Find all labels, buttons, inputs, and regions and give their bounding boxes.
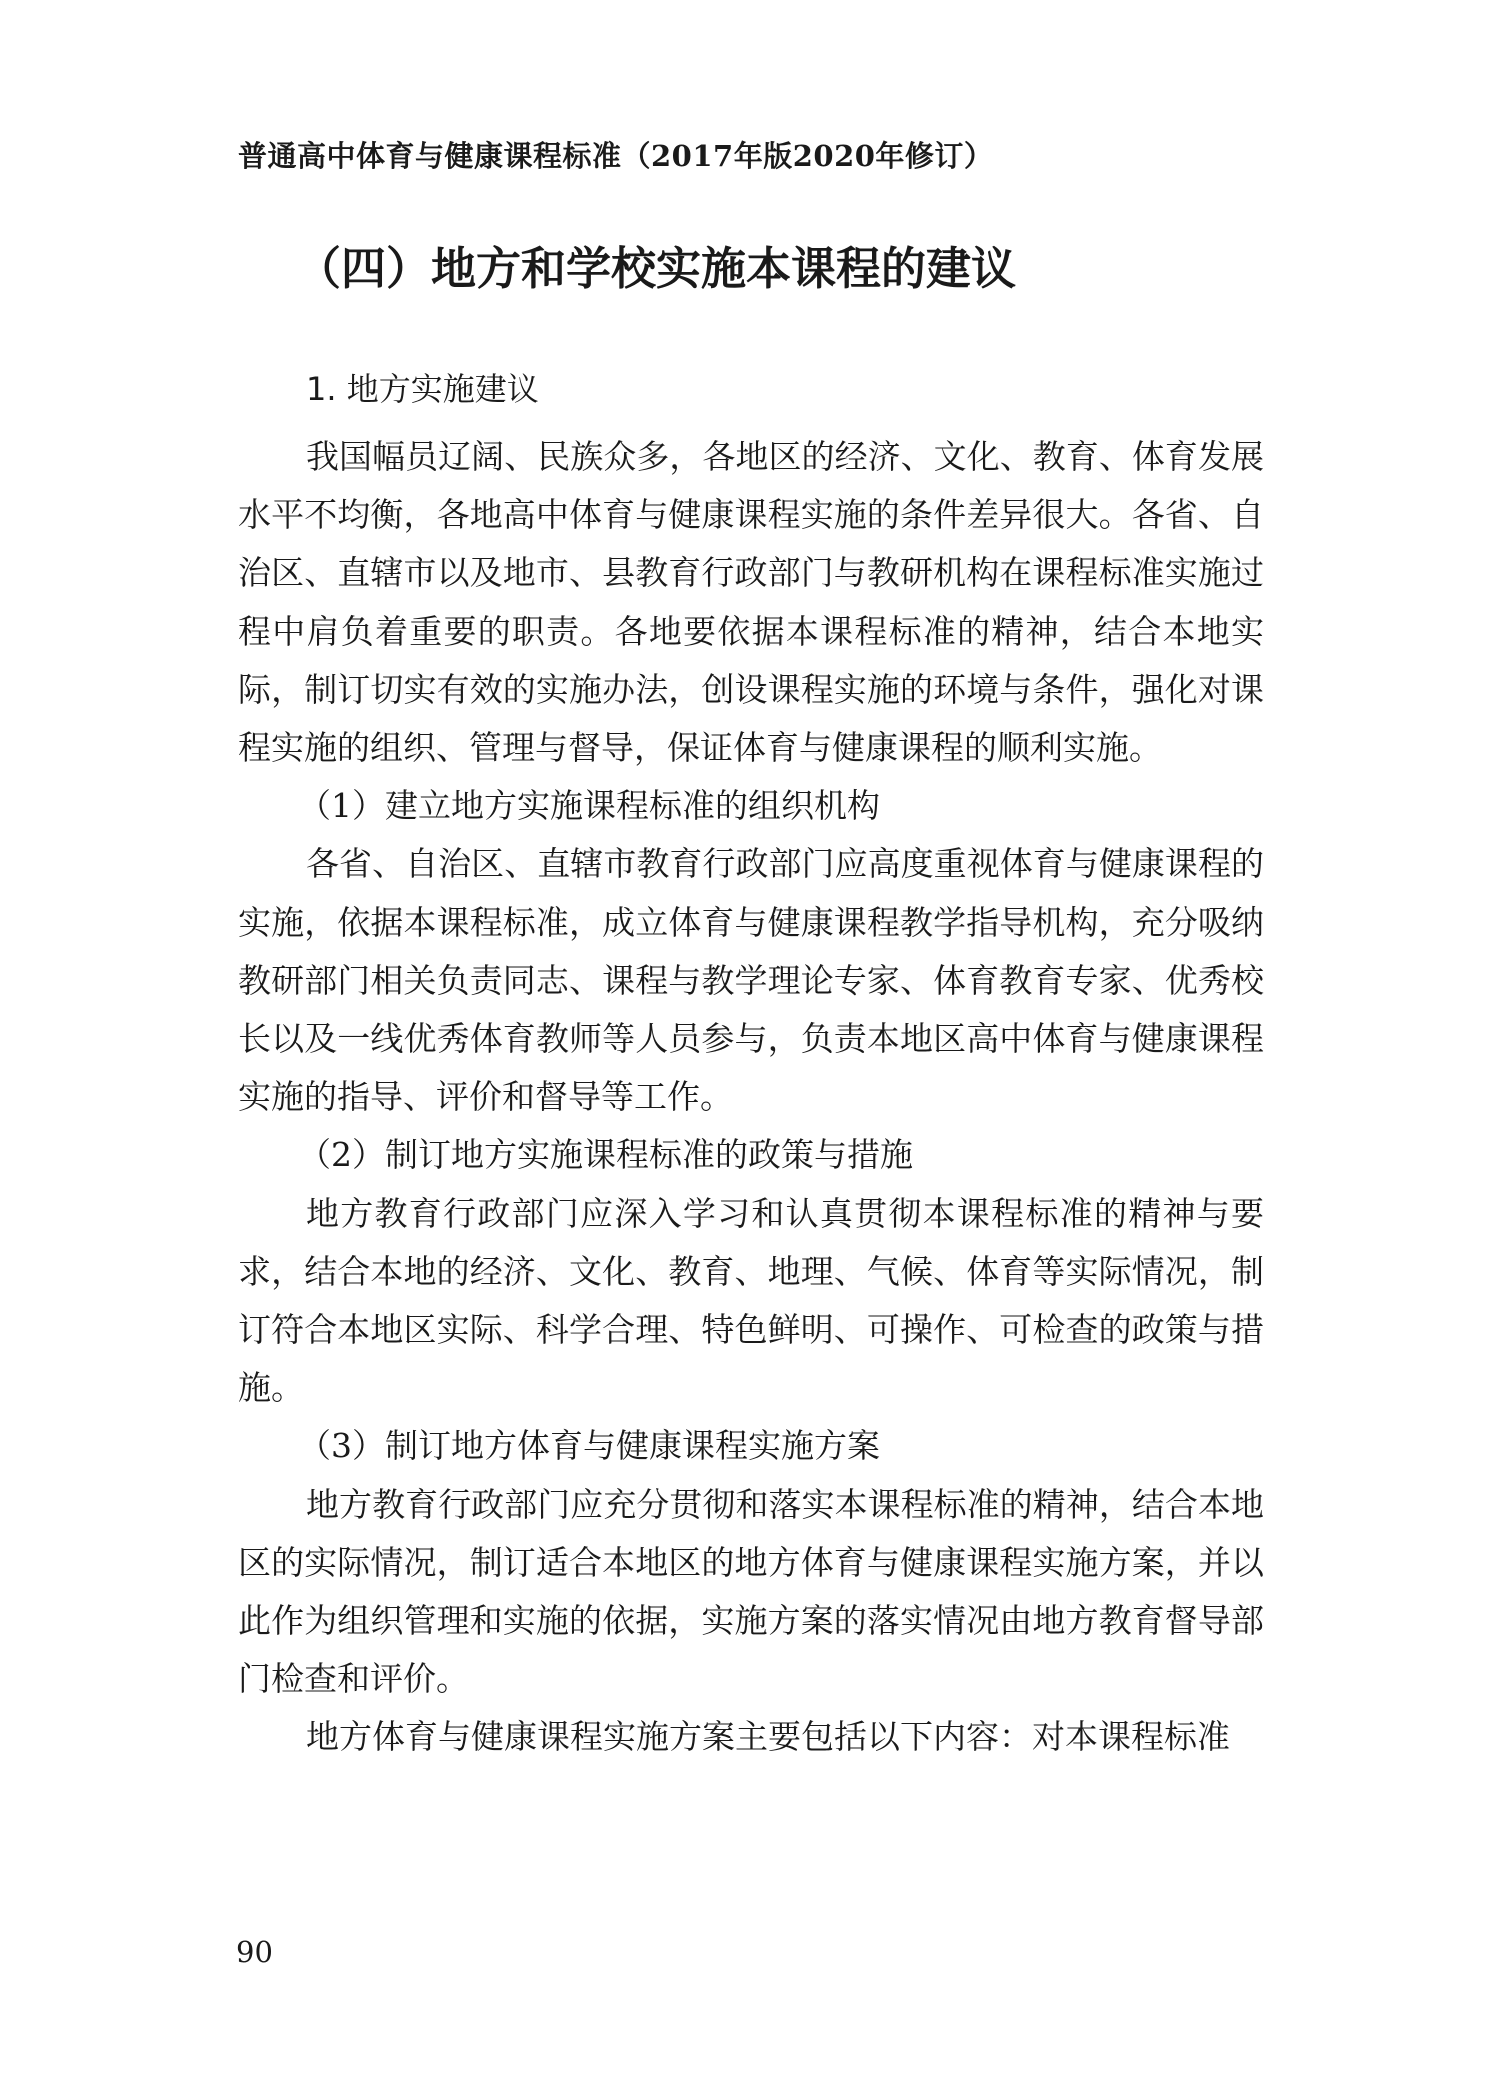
paragraph: 地方教育行政部门应充分贯彻和落实本课程标准的精神，结合本地区的实际情况，制订适合本地区的地方体育与健康课程实施方案，并以此作为组织管理和实施的依据，实施方案的落实情况由地方教育督导部门检查和评价。 xyxy=(238,1484,1264,1699)
paragraph: 地方体育与健康课程实施方案主要包括以下内容：对本课程标准 xyxy=(306,1717,1230,1757)
item-heading: （1）建立地方实施课程标准的组织机构 xyxy=(298,786,880,826)
paragraph: 地方教育行政部门应深入学习和认真贯彻本课程标准的精神与要求，结合本地的经济、文化、教育、地理、气候、体育等实际情况，制订符合本地区实际、科学合理、特色鲜明、可操作、可检查的政策与措施。 xyxy=(238,1193,1264,1408)
item-heading: （2）制订地方实施课程标准的政策与措施 xyxy=(298,1135,913,1175)
body-text xyxy=(238,428,1264,1767)
running-header: 普通高中体育与健康课程标准（2017年版2020年修订） xyxy=(238,139,994,173)
paragraph: 各省、自治区、直辖市教育行政部门应高度重视体育与健康课程的实施，依据本课程标准，成立体育与健康课程教学指导机构，充分吸纳教研部门相关负责同志、课程与教学理论专家、体育教育专家、优秀校长以及一线优秀体育教师等人员参与，负责本地区高中体育与健康课程实施的指导、评价和督导等工作。 xyxy=(238,844,1264,1117)
item-heading: （3）制订地方体育与健康课程实施方案 xyxy=(298,1426,880,1466)
paragraph: 我国幅员辽阔、民族众多，各地区的经济、文化、教育、体育发展水平不均衡，各地高中体育与健康课程实施的条件差异很大。各省、自治区、直辖市以及地市、县教育行政部门与教研机构在课程标准实施过程中肩负着重要的职责。各地要依据本课程标准的精神，结合本地实际，制订切实有效的实施办法，创设课程实施的环境与条件，强化对课程实施的组织、管理与督导，保证体育与健康课程的顺利实施。 xyxy=(238,437,1264,768)
subsection-title: 1. 地方实施建议 xyxy=(306,370,539,408)
section-title: （四）地方和学校实施本课程的建议 xyxy=(296,242,1017,295)
page-number: 90 xyxy=(236,1935,273,1969)
